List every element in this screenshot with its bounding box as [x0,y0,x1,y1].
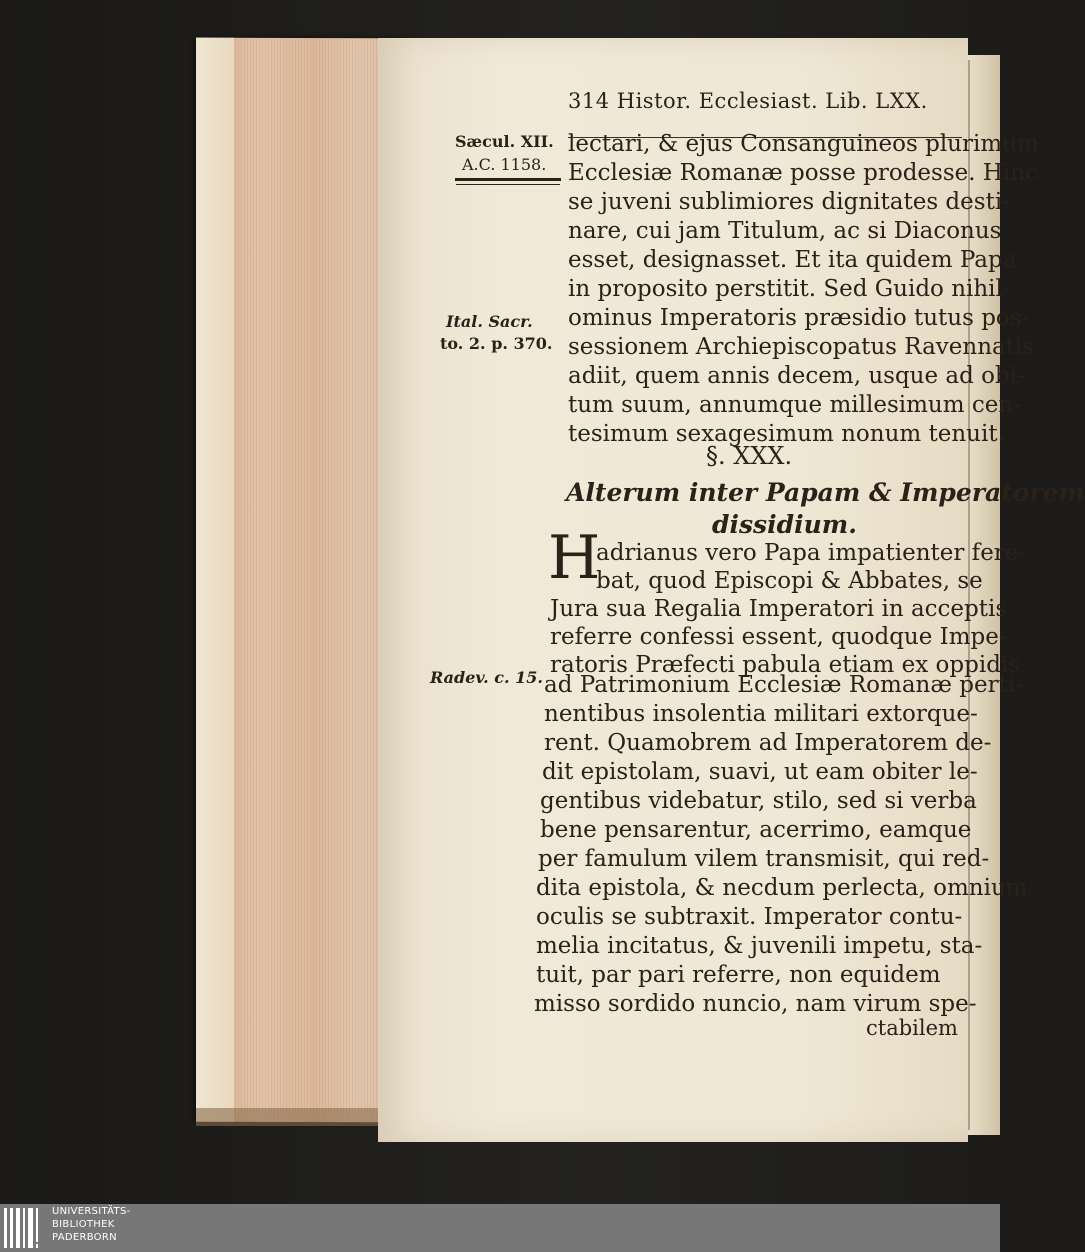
margin-note-ital-sacr: Ital. Sacr. [446,312,533,331]
text-line: esset, designasset. Et ita quidem Papa [568,247,1017,273]
text-line: oculis se subtraxit. Imperator contu- [536,904,963,930]
text-line: tuit, par pari referre, non equidem [536,962,941,988]
text-line: Ecclesiæ Romanæ posse prodesse. Hinc [568,160,1038,186]
text-line: adrianus vero Papa impatienter fere- [596,540,1027,566]
text-line: dit epistolam, suavi, ut eam obiter le- [542,759,978,785]
text-line: bene pensarentur, acerrimo, eamque [540,817,972,843]
section-number: §. XXX. [706,442,793,470]
library-name-line: PADERBORN [52,1232,117,1243]
section-title-cont: dissidium. [712,510,857,539]
text-line: dita epistola, & necdum perlecta, omnium [536,875,1028,901]
running-head: 314 Histor. Ecclesiast. Lib. LXX. [568,89,928,113]
library-name-line: UNIVERSITÄTS- [52,1206,131,1217]
text-line: gentibus videbatur, stilo, sed si verba [540,788,977,814]
margin-note-anno: A.C. 1158. [462,155,547,174]
text-line: ominus Imperatoris præsidio tutus pos- [568,305,1030,331]
text-line: adiit, quem annis decem, usque ad obi- [568,363,1025,389]
margin-note-rule [455,178,561,181]
text-line: referre confessi essent, quodque Impe- [550,624,1007,650]
catchword: ctabilem [866,1016,958,1040]
text-line: lectari, & ejus Consanguineos plurimum [568,131,1039,157]
text-line: tesimum sexagesimum nonum tenuit. [568,421,1005,447]
text-line: per famulum vilem transmisit, qui red- [538,846,990,872]
text-line: bat, quod Episcopi & Abbates, se [596,568,983,594]
library-footer-bar [0,1204,1000,1252]
text-line: rent. Quamobrem ad Imperatorem de- [544,730,992,756]
margin-note-radev: Radev. c. 15. [430,668,543,687]
drop-cap: H [548,523,601,593]
text-line: ratoris Præfecti pabula etiam ex oppidis [550,652,1021,678]
text-line: in proposito perstitit. Sed Guido nihil- [568,276,1011,302]
margin-note-ital-ref: to. 2. p. 370. [440,334,553,353]
text-line: se juveni sublimiores dignitates desti- [568,189,1010,215]
text-line: misso sordido nuncio, nam virum spe- [534,991,977,1017]
text-line: melia incitatus, & juvenili impetu, sta- [536,933,983,959]
section-title: Alterum inter Papam & Imperatorem [566,478,1085,507]
margin-note-saeculum: Sæcul. XII. [455,132,554,151]
library-logo-icon [4,1208,46,1248]
text-line: tum suum, annumque millesimum cen- [568,392,1021,418]
text-line: Jura sua Regalia Imperatori in acceptis [550,596,1008,622]
library-name-line: BIBLIOTHEK [52,1219,115,1230]
text-line: ad Patrimonium Ecclesiæ Romanæ perti- [544,672,1023,698]
text-line: nare, cui jam Titulum, ac si Diaconus [568,218,1002,244]
text-line: nentibus insolentia militari extorque- [544,701,978,727]
text-line: sessionem Archiepiscopatus Ravennatis [568,334,1035,360]
